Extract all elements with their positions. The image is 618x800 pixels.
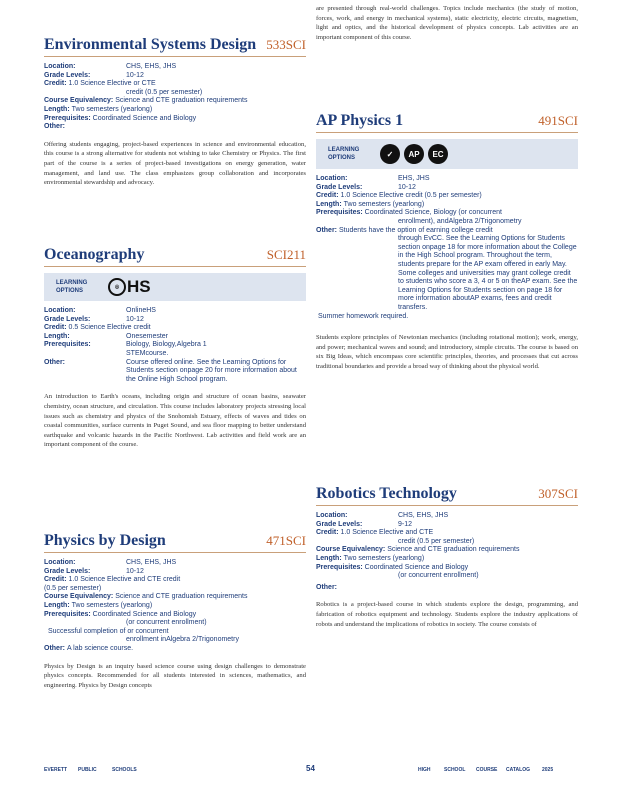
page-footer (44, 764, 578, 776)
prereq-label: Prerequisites: (44, 114, 91, 122)
prereq-value: Coordinated Science and Biology (92, 610, 197, 618)
length-value: Two semesters (yearlong) (343, 554, 425, 562)
course-code: 491SCI (538, 113, 578, 128)
grade-value: 9-12 (398, 520, 413, 528)
other-value-cont: through EvCC. See the Learning Options for Students section onpage 18 for more information about the College in the High School program. Throughout the term, students prepare for the AP exam offered in early May. Some colleges and universities may grant college credit to students who score a 3, 4 or 5 on theAP exam. See the Learning Options for Students section on page 18 for more information aboutAP exams, fees and credit transfers. (398, 235, 578, 311)
course-info (44, 63, 306, 132)
prereq-value: Coordinated Science, Biology (or concurrent (364, 209, 502, 217)
location-value: CHS, EHS, JHS (126, 559, 177, 566)
prereq-value-cont: enrollment), andAlgebra 2/Trigonometry (398, 217, 522, 225)
footer-text: PUBLIC (78, 767, 97, 773)
other-label: Other: (316, 583, 337, 591)
prereq-value-cont: STEMcourse. (126, 349, 169, 357)
college-in-hs-icon: ✓ (380, 144, 400, 164)
other-label: Other: (44, 358, 65, 366)
course-title: Robotics Technology (316, 485, 457, 502)
page-number: 54 (306, 764, 315, 773)
prereq-label: Prerequisites: (316, 563, 363, 571)
length-label: Length: (44, 105, 70, 113)
footer-text: SCHOOL (444, 767, 466, 773)
location-value: OnlineHS (126, 307, 156, 314)
course-header (44, 530, 306, 553)
course-code: 533SCI (266, 37, 306, 52)
learning-options-bar (316, 139, 578, 169)
other-value: Course offered online. See the Learning Options for Students section onpage 20 for more information about the Online High School program. (126, 358, 297, 383)
evcc-icon: EC (428, 144, 448, 164)
credit-label: Credit: (44, 80, 67, 88)
prereq-value-cont: (or concurrent enrollment) (126, 619, 207, 627)
course-description: Physics by Design is an inquiry based science course using design challenges to demonstrate physics concepts. Recommended for all students interested in sciences, mathematics, and engineering. Physics by Design concepts (44, 662, 306, 689)
prereq-value: Coordinated Science and Biology (92, 114, 197, 122)
course-oceanography (44, 244, 306, 450)
course-title: Environmental Systems Design (44, 36, 257, 53)
location-value: EHS, JHS (398, 175, 430, 182)
credit-value: 1.0 Science Elective or CTE (68, 80, 156, 88)
footer-text: COURSE (476, 767, 498, 773)
course-header (44, 34, 306, 57)
learning-options-bar (44, 273, 306, 301)
location-label: Location: (44, 307, 76, 314)
learning-options-label: LEARNING OPTIONS (328, 147, 360, 161)
footer-text: EVERETT (44, 767, 68, 773)
course-code: 471SCI (266, 533, 306, 548)
prereq-value-cont: (or concurrent enrollment) (398, 572, 479, 580)
course-info (44, 559, 306, 654)
credit-label: Credit: (44, 576, 67, 584)
course-ap-physics-1 (316, 110, 578, 371)
credit-value-cont: credit (0.5 per semester) (398, 537, 475, 545)
equiv-label: Course Equivalency: (44, 593, 114, 601)
course-header (316, 110, 578, 133)
prereq-value-cont: Successful completion of or concurrent (48, 627, 169, 635)
course-robotics-technology (316, 483, 578, 629)
course-title: Oceanography (44, 246, 145, 263)
credit-value-cont: (0.5 per semester) (44, 584, 102, 592)
course-info (316, 512, 578, 592)
course-code: 307SCI (538, 486, 578, 501)
course-description: Students explore principles of Newtonian mechanics (including rotational motion); work, energy, and power; mechanical waves and sound; and introductory, simple circuits. The course is based on six Big Ideas, which encompass core scientific principles, theories, and processes that cut across traditional boundaries and provide a broad way of thinking about the physical world. (316, 334, 578, 370)
equiv-value: Science and CTE graduation requirements (115, 593, 248, 601)
course-description: An introduction to Earth's oceans, including origin and structure of ocean basins, seawater chemistry, ocean structure, and circulation. This course includes laboratory projects stressing local issues such as chemistry and physics of the Snohomish Estuary, effects of waves and tides on coastal communities, surface currents in Puget Sound, and sea floor mapping to better understand earthquake and volcanic hazards in the Pacific Northwest. Lab activities and field work are an important component of the course. (44, 393, 306, 449)
course-title: Physics by Design (44, 532, 166, 549)
prereq-value: Coordinated Science and Biology (364, 563, 469, 571)
length-value: Two semesters (yearlong) (71, 105, 153, 113)
credit-label: Credit: (44, 324, 67, 332)
length-value: Onesemester (126, 332, 169, 340)
grade-label: Grade Levels: (44, 71, 91, 79)
location-label: Location: (316, 175, 348, 182)
other-label: Other: (44, 123, 65, 131)
prereq-value: Biology, Biology,Algebra 1 (126, 341, 207, 349)
location-label: Location: (44, 63, 76, 70)
course-header (316, 483, 578, 506)
footer-text: CATALOG (506, 767, 530, 773)
grade-label: Grade Levels: (316, 183, 363, 191)
grade-label: Grade Levels: (316, 520, 363, 528)
course-environmental-systems-design (44, 34, 306, 188)
grade-label: Grade Levels: (44, 315, 91, 323)
length-label: Length: (44, 601, 70, 609)
course-description-continued: are presented through real-world challenges. Topics include mechanics (the study of motion, forces, work, and energy in mechanical systems), static electricity, electric circuits, magnetism, light and optics, and the historical development of physics concepts. Lab activities are an important component of this course. (316, 5, 578, 41)
length-value: Two semesters (yearlong) (343, 200, 425, 208)
course-info (44, 307, 306, 384)
learning-options-label: LEARNING OPTIONS (56, 280, 88, 294)
length-label: Length: (44, 332, 70, 340)
location-label: Location: (316, 512, 348, 519)
grade-value: 10-12 (126, 567, 144, 575)
equiv-value: Science and CTE graduation requirements (387, 546, 520, 554)
other-value: A lab science course. (66, 644, 134, 652)
credit-value: 0.5 Science Elective credit (68, 324, 151, 332)
online-hs-icon: ◎ HS (108, 277, 151, 297)
grade-value: 10-12 (398, 183, 416, 191)
location-value: CHS, EHS, JHS (398, 512, 449, 519)
course-code: SCI211 (266, 247, 306, 262)
equiv-label: Course Equivalency: (316, 546, 386, 554)
ap-icon: AP (404, 144, 424, 164)
credit-value: 1.0 Science Elective and CTE (340, 529, 434, 537)
location-label: Location: (44, 559, 76, 566)
other-label: Other: (44, 644, 65, 652)
location-value: CHS, EHS, JHS (126, 63, 177, 70)
credit-value: 1.0 Science Elective credit (0.5 per semester) (340, 192, 482, 200)
credit-value: 1.0 Science Elective and CTE credit (68, 576, 181, 584)
grade-label: Grade Levels: (44, 567, 91, 575)
other-value-cont: Summer homework required. (318, 312, 409, 320)
course-title: AP Physics 1 (316, 112, 404, 129)
equiv-label: Course Equivalency: (44, 97, 114, 105)
other-label: Other: (316, 226, 337, 234)
grade-value: 10-12 (126, 71, 144, 79)
prereq-label: Prerequisites: (44, 610, 91, 618)
length-value: Two semesters (yearlong) (71, 601, 153, 609)
credit-label: Credit: (316, 529, 339, 537)
length-label: Length: (316, 554, 342, 562)
course-header (44, 244, 306, 267)
course-info (316, 175, 578, 321)
course-description: Robotics is a project-based course in which students explore the design, programming, and fabrication of robotics equipment and technology. Students explore the industry applications of robots and understand the implications of robotics in society. The course consists of (316, 601, 578, 628)
course-description: Offering students engaging, project-based experiences in science and environmental education, this course is a strong alternative for students not wishing to take Chemistry or Physics. The first part of the course is a series of project-based investigations on energy generation, water management, and land use. The class emphasizes group collaboration and incorporates environmental stewardship and advocacy. (44, 140, 306, 187)
prereq-label: Prerequisites: (316, 209, 363, 217)
other-value: Students have the option of earning college credit (338, 226, 493, 234)
course-physics-by-design (44, 530, 306, 690)
credit-label: Credit: (316, 192, 339, 200)
footer-text: SCHOOLS (112, 767, 137, 773)
footer-text: 2025 (542, 767, 554, 773)
equiv-value: Science and CTE graduation requirements (115, 97, 248, 105)
prereq-value-cont: enrollment inAlgebra 2/Trigonometry (126, 636, 239, 644)
prereq-label: Prerequisites: (44, 341, 91, 349)
grade-value: 10-12 (126, 315, 144, 323)
credit-value-cont: credit (0.5 per semester) (126, 88, 203, 96)
footer-text: HIGH (418, 767, 431, 773)
length-label: Length: (316, 200, 342, 208)
